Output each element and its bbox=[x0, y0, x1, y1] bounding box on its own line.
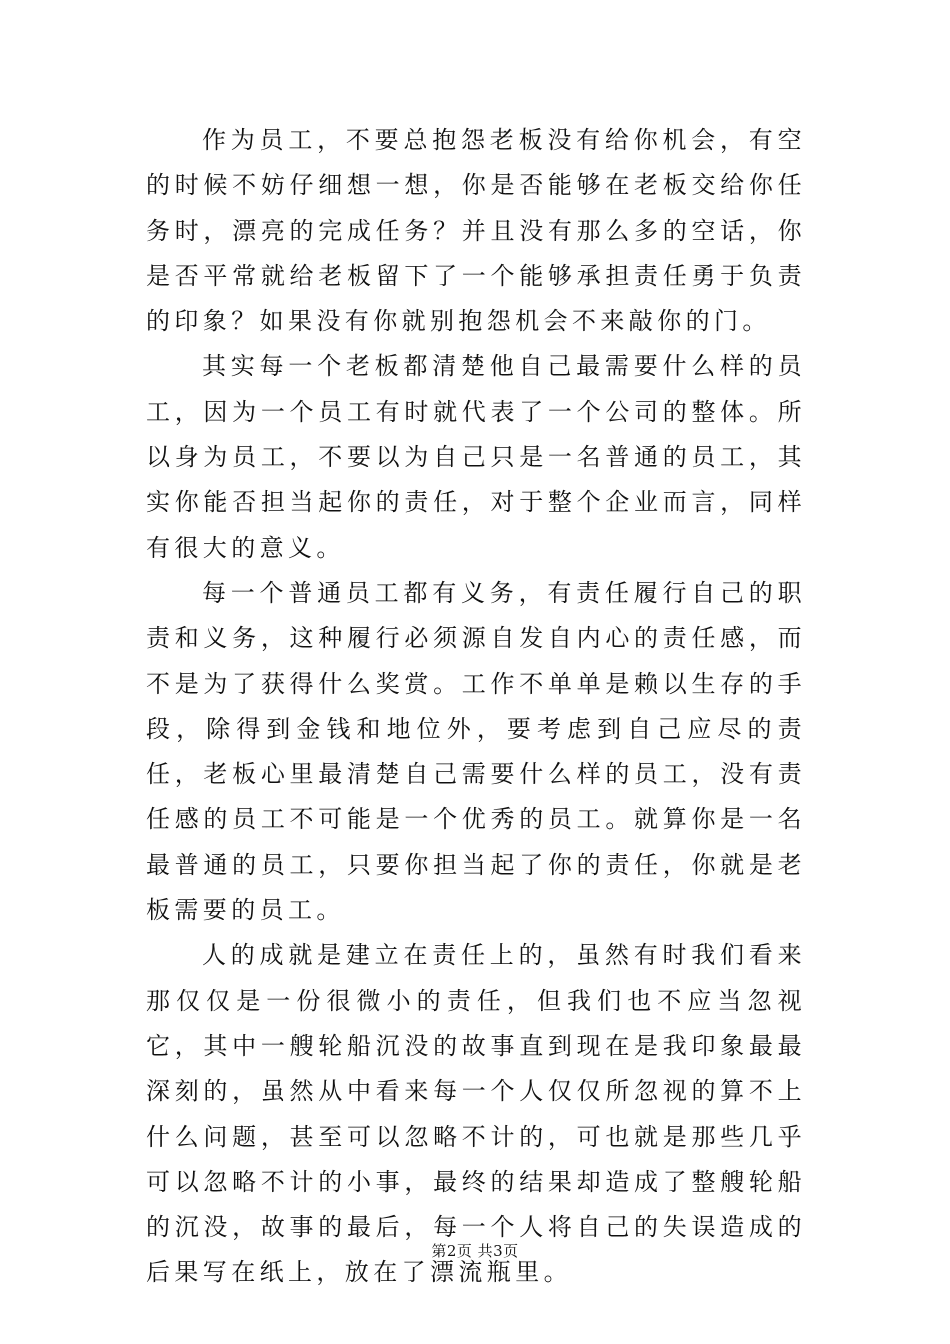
document-body bbox=[146, 118, 806, 1296]
paragraph-4: 人的成就是建立在责任上的，虽然有时我们看来那仅仅是一份很微小的责任，但我们也不应当忽视它，其中一艘轮船沉没的故事直到现在是我印象最最深刻的，虽然从中看来每一个人仅仅所忽视的算不上什么问题，甚至可以忽略不计的，可也就是那些几乎可以忽略不计的小事，最终的结果却造成了整艘轮船的沉没，故事的最后，每一个人将自己的失误造成的后果写在纸上，放在了漂流瓶里。 bbox=[146, 941, 806, 1287]
paragraph-3: 每一个普通员工都有义务，有责任履行自己的职责和义务，这种履行必须源自发自内心的责任感，而不是为了获得什么奖赏。工作不单单是赖以生存的手段，除得到金钱和地位外，要考虑到自己应尽的责任，老板心里最清楚自己需要什么样的员工，没有责任感的员工不可能是一个优秀的员工。就算你是一名最普通的员工，只要你担当起了你的责任，你就是老板需要的员工。 bbox=[146, 578, 806, 925]
page-footer: 第2页 共3页 bbox=[431, 1242, 519, 1260]
paragraph-2: 其实每一个老板都清楚他自己最需要什么样的员工，因为一个员工有时就代表了一个公司的整体。所以身为员工，不要以为自己只是一名普通的员工，其实你能否担当起你的责任，对于整个企业而言，同样有很大的意义。 bbox=[146, 352, 806, 562]
paragraph-1: 作为员工，不要总抱怨老板没有给你机会，有空的时候不妨仔细想一想，你是否能够在老板交给你任务时，漂亮的完成任务？并且没有那么多的空话，你是否平常就给老板留下了一个能够承担责任勇于负责的印象？如果没有你就别抱怨机会不来敲你的门。 bbox=[146, 126, 806, 336]
